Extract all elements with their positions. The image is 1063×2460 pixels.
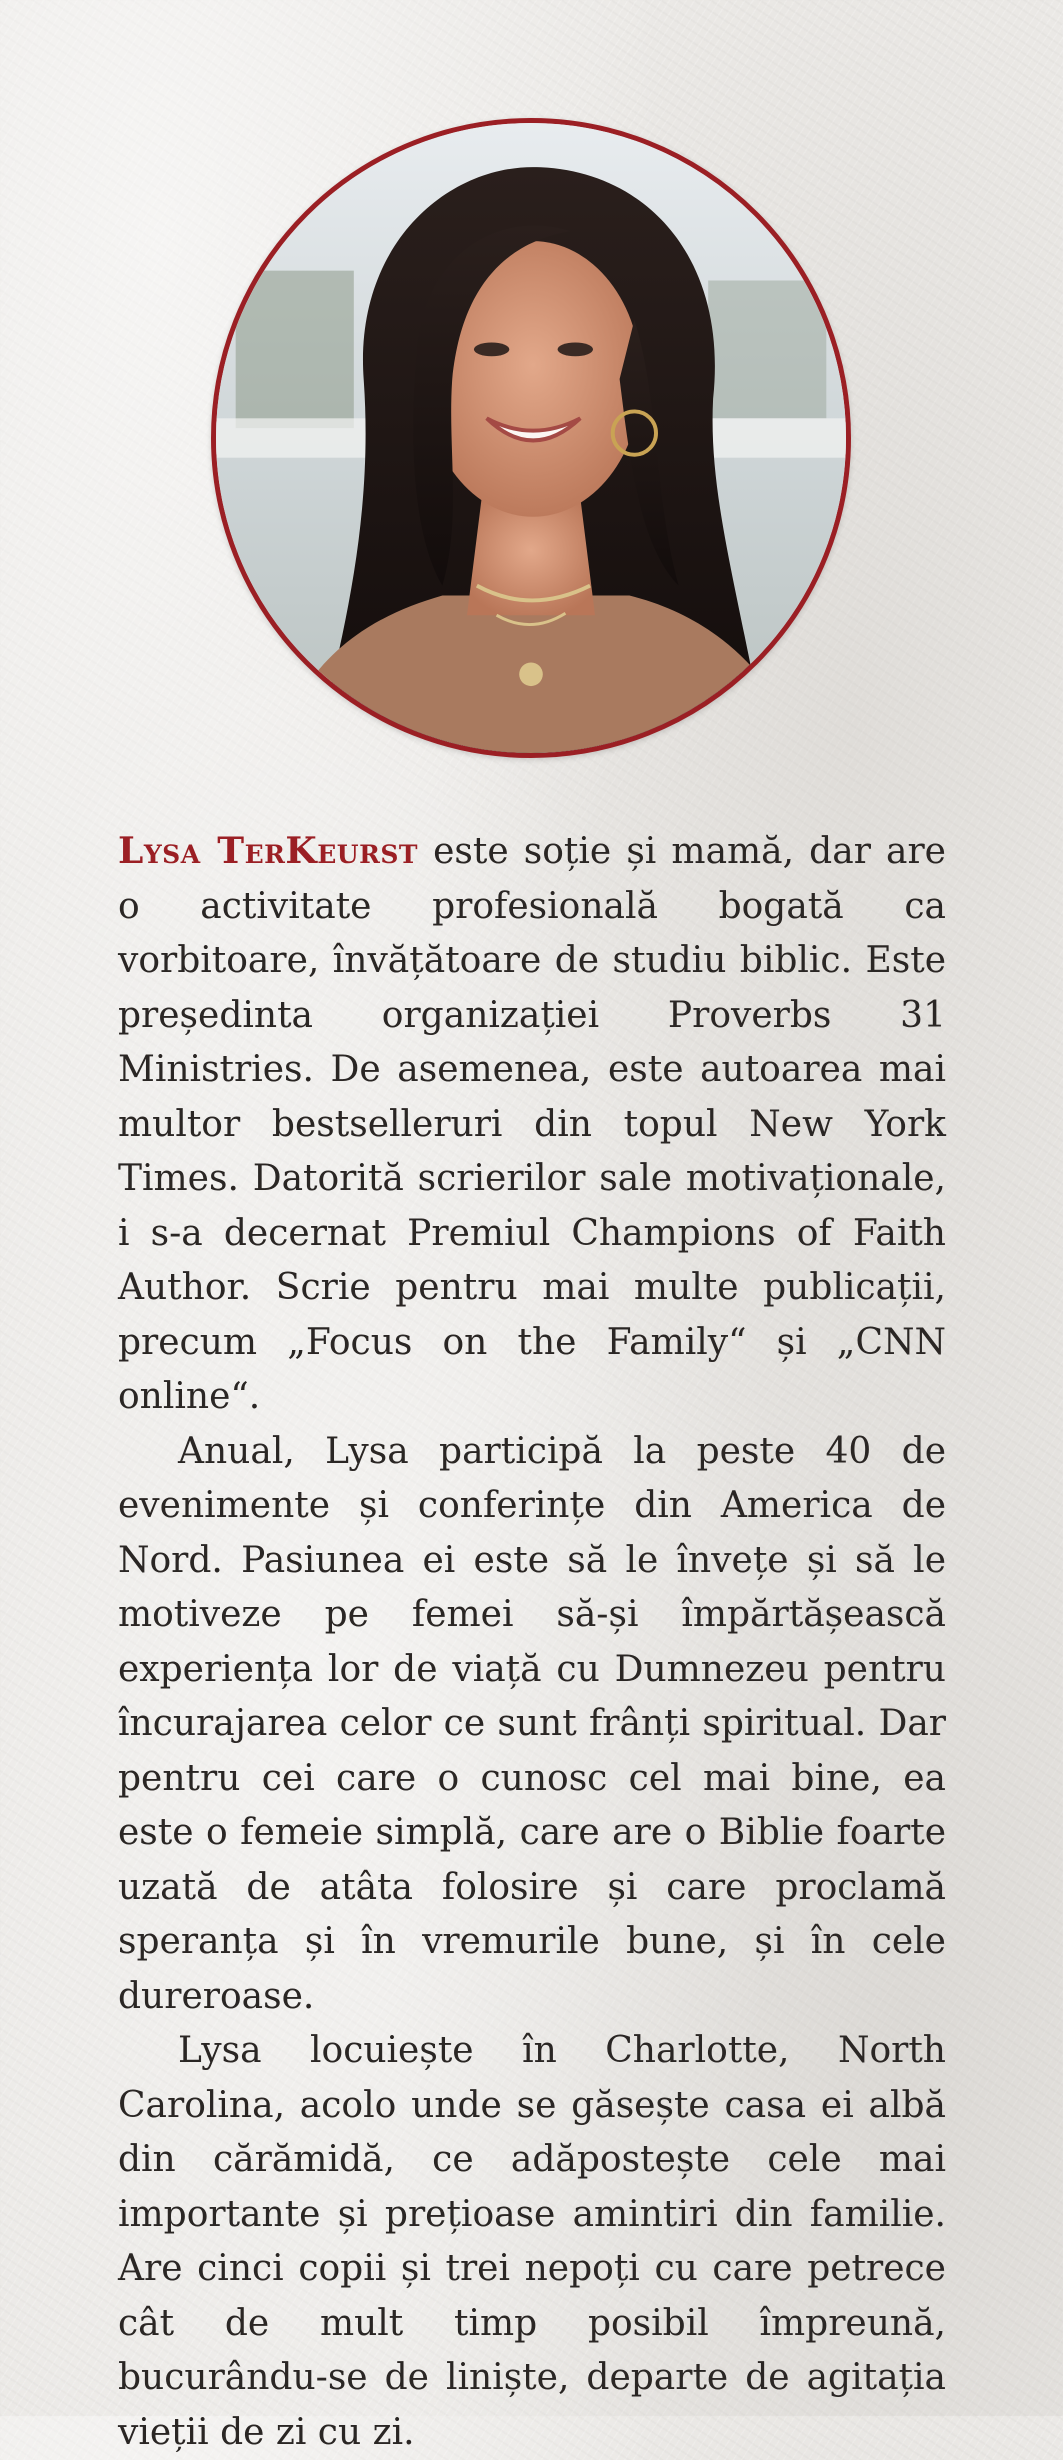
author-name: Lysa TerKeurst: [118, 830, 419, 872]
author-photo: [211, 118, 851, 758]
bio-paragraph-3: Lysa locuiește în Charlotte, North Carolina, acolo unde se găsește casa ei albă din cărămidă, ce adăpostește cele mai importante și prețioase amintiri din familie. Are cinci copii și trei nepoți cu care petrece cât de mult timp posibil împreună, bucurându-se de liniște, departe de agitația vieții de zi cu zi.: [118, 2030, 946, 2453]
bio-paragraph-2: Anual, Lysa participă la peste 40 de evenimente și conferințe din America de Nord. Pasiunea ei este să le învețe și să le motiveze pe femei să-și împărtășească experiența lor de viață cu Dumnezeu pentru încurajarea celor ce sunt frânți spiritual. Dar pentru cei care o cunosc cel mai bine, ea este o femeie simplă, care are o Biblie foarte uzată de atâta folosire și care proclamă speranța și în vremurile bune, și în cele dureroase.: [118, 1430, 946, 2017]
bio-paragraph-1-text: este soție și mamă, dar are o activitate profesională bogată ca vorbitoare, învățătoare de studiu biblic. Este președinta organizației Proverbs 31 Ministries. De asemenea, este autoarea mai multor bestselleruri din topul New York Times. Datorită scrierilor sale motivaționale, i s-a decernat Premiul Champions of Faith Author. Scrie pentru mai multe publicații, precum „Focus on the Family“ și „CNN online“.: [118, 831, 946, 1417]
author-portrait-icon: [216, 123, 846, 753]
bio-paragraph-1: [118, 824, 946, 1425]
author-bio: [118, 824, 946, 2460]
